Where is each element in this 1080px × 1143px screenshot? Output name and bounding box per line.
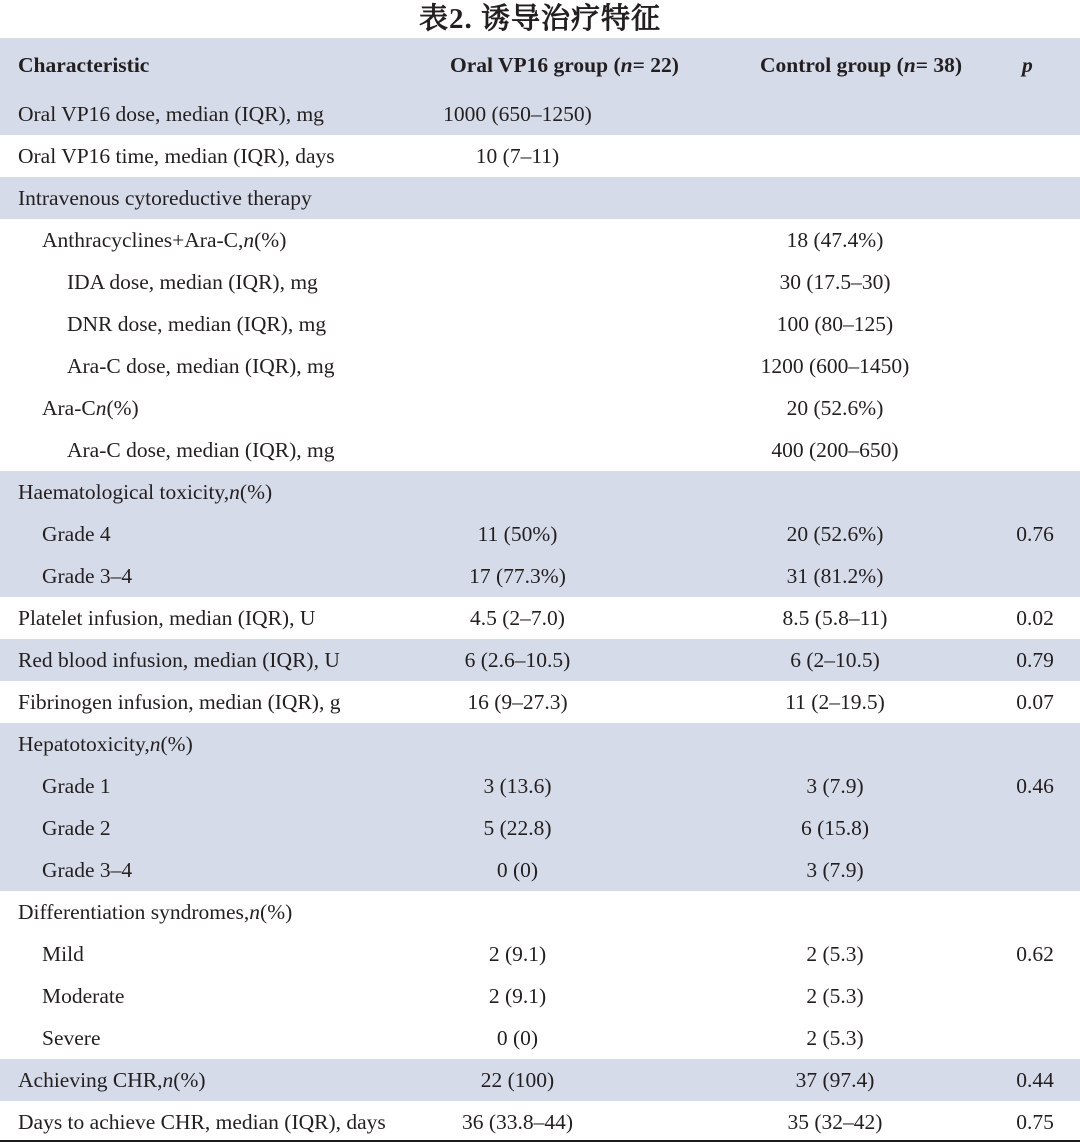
table-row — [0, 261, 1080, 303]
control-value: 20 (52.6%) — [786, 395, 884, 420]
table-row — [0, 723, 1080, 765]
oral-value — [390, 471, 645, 513]
label-text: Differentiation syndromes, — [18, 899, 250, 924]
oral-value: 2 (9.1) — [488, 941, 547, 966]
p-value — [1000, 429, 1070, 471]
p-value: 0.79 — [1016, 647, 1054, 672]
oral-value — [390, 219, 645, 261]
table-row — [0, 891, 1080, 933]
table-row — [0, 1101, 1080, 1143]
p-value: 0.46 — [1016, 773, 1054, 798]
label-tail: (%) — [239, 479, 273, 504]
row-label: Grade 4 — [42, 521, 111, 546]
table-row — [0, 303, 1080, 345]
oral-value: 5 (22.8) — [483, 815, 552, 840]
row-label: Ara-C dose, median (IQR), mg — [67, 437, 335, 462]
label-tail: (%) — [173, 1067, 206, 1092]
table-row — [0, 177, 1080, 219]
row-label: Grade 1 — [42, 773, 111, 798]
control-value: 100 (80–125) — [776, 311, 894, 336]
label-italic: n — [249, 899, 261, 924]
row-label: Grade 3–4 — [42, 563, 133, 588]
table-row — [0, 387, 1080, 429]
characteristics-table — [0, 38, 1080, 1143]
header-oral-prefix: Oral VP16 group ( — [450, 53, 621, 77]
control-value: 6 (15.8) — [800, 815, 870, 840]
label-italic: n — [229, 479, 240, 504]
control-value — [700, 723, 970, 765]
p-value — [1000, 849, 1070, 891]
p-value — [1000, 135, 1070, 177]
row-label — [18, 723, 193, 765]
table-row — [0, 597, 1080, 639]
control-value: 3 (7.9) — [806, 857, 864, 882]
row-label: Grade 2 — [42, 815, 111, 840]
label-text: Anthracyclines+Ara-C, — [42, 227, 244, 252]
row-label: Grade 3–4 — [42, 857, 133, 882]
control-value: 2 (5.3) — [806, 1025, 864, 1050]
oral-value: 17 (77.3%) — [469, 563, 566, 588]
p-value — [1000, 345, 1070, 387]
oral-value — [390, 387, 645, 429]
table-row — [0, 471, 1080, 513]
label-italic: n — [95, 395, 107, 420]
oral-value: 11 (50%) — [477, 521, 558, 546]
control-value: 37 (97.4) — [795, 1067, 875, 1092]
p-value: 0.44 — [1016, 1067, 1054, 1092]
table-row — [0, 345, 1080, 387]
control-value: 1200 (600–1450) — [760, 353, 910, 378]
header-control-group — [760, 38, 962, 93]
control-value: 30 (17.5–30) — [779, 269, 891, 294]
header-characteristic: Characteristic — [18, 53, 150, 77]
label-tail: (%) — [106, 395, 139, 420]
table-row — [0, 1059, 1080, 1101]
control-value: 18 (47.4%) — [786, 227, 884, 252]
header-oral-suffix: = 22) — [632, 53, 679, 77]
label-italic: n — [243, 227, 255, 252]
table-row — [0, 93, 1080, 135]
p-value — [1000, 1017, 1070, 1059]
row-label: Moderate — [42, 983, 125, 1008]
header-control-prefix: Control group ( — [760, 53, 904, 77]
row-label: Ara-C dose, median (IQR), mg — [67, 353, 335, 378]
table-row — [0, 135, 1080, 177]
label-italic: n — [162, 1067, 174, 1092]
control-value: 2 (5.3) — [806, 983, 864, 1008]
label-text: Achieving CHR, — [18, 1067, 163, 1092]
control-value: 400 (200–650) — [771, 437, 899, 462]
table-row — [0, 765, 1080, 807]
oral-value: 1000 (650–1250) — [443, 101, 592, 126]
table-title: 表2. 诱导治疗特征 — [418, 3, 661, 35]
row-label: Severe — [42, 1025, 101, 1050]
label-tail: (%) — [260, 899, 293, 924]
p-value — [1000, 471, 1070, 513]
row-label — [42, 219, 286, 261]
p-value: 0.76 — [1016, 521, 1054, 546]
header-control-suffix: = 38) — [915, 53, 963, 77]
table-row — [0, 975, 1080, 1017]
control-value — [700, 471, 970, 513]
control-value: 35 (32–42) — [787, 1109, 883, 1134]
oral-value — [390, 303, 645, 345]
oral-value: 16 (9–27.3) — [467, 689, 568, 714]
oral-value: 3 (13.6) — [483, 773, 552, 798]
table-row — [0, 849, 1080, 891]
row-label: Days to achieve CHR, median (IQR), days — [18, 1109, 386, 1134]
table-row — [0, 1017, 1080, 1059]
row-label: Fibrinogen infusion, median (IQR), g — [18, 689, 341, 714]
label-tail: (%) — [160, 731, 193, 756]
label-text: Ara-C — [42, 395, 96, 420]
p-value — [1000, 807, 1070, 849]
p-value — [1000, 93, 1070, 135]
table-row — [0, 807, 1080, 849]
row-label: IDA dose, median (IQR), mg — [67, 269, 318, 294]
p-value — [1000, 891, 1070, 933]
label-text: Haematological toxicity, — [18, 479, 230, 504]
oral-value: 0 (0) — [496, 1025, 539, 1050]
p-value — [1000, 975, 1070, 1017]
control-value: 8.5 (5.8–11) — [782, 605, 888, 630]
oral-value: 2 (9.1) — [488, 983, 547, 1008]
label-italic: n — [149, 731, 161, 756]
header-control-n: n — [903, 53, 916, 77]
control-value: 3 (7.9) — [806, 773, 864, 798]
row-label: Red blood infusion, median (IQR), U — [18, 647, 340, 672]
label-tail: (%) — [254, 227, 287, 252]
table-row — [0, 933, 1080, 975]
p-value: 0.02 — [1016, 605, 1054, 630]
p-value — [1000, 723, 1070, 765]
p-value — [1000, 261, 1070, 303]
oral-value — [390, 429, 645, 471]
control-value: 2 (5.3) — [806, 941, 864, 966]
header-p-value: p — [1022, 53, 1033, 77]
p-value: 0.62 — [1016, 941, 1054, 966]
oral-value — [390, 891, 645, 933]
oral-value: 36 (33.8–44) — [461, 1109, 574, 1134]
row-label: Mild — [42, 941, 84, 966]
row-label — [42, 387, 139, 429]
header-oral-group — [450, 38, 679, 93]
oral-value — [390, 177, 645, 219]
oral-value: 6 (2.6–10.5) — [464, 647, 571, 672]
row-label: Intravenous cytoreductive therapy — [18, 185, 312, 210]
table-row — [0, 555, 1080, 597]
control-value — [700, 93, 970, 135]
p-value — [1000, 555, 1070, 597]
control-value — [700, 891, 970, 933]
table-row — [0, 639, 1080, 681]
oral-value: 4.5 (2–7.0) — [470, 605, 565, 630]
row-label: Platelet infusion, median (IQR), U — [18, 605, 316, 630]
control-value — [700, 135, 970, 177]
control-value — [700, 177, 970, 219]
table-header-row — [0, 38, 1080, 93]
control-value: 31 (81.2%) — [786, 563, 884, 588]
row-label — [18, 891, 292, 933]
p-value: 0.75 — [1016, 1109, 1054, 1134]
row-label — [18, 471, 272, 513]
row-label: Oral VP16 dose, median (IQR), mg — [18, 101, 324, 126]
control-value: 6 (2–10.5) — [790, 647, 880, 672]
row-label — [18, 1059, 206, 1101]
table-row — [0, 513, 1080, 555]
oral-value — [390, 345, 645, 387]
table-row — [0, 429, 1080, 471]
oral-value: 10 (7–11) — [475, 143, 560, 168]
header-oral-n: n — [620, 53, 633, 77]
oral-value — [390, 261, 645, 303]
row-label: Oral VP16 time, median (IQR), days — [18, 143, 335, 168]
control-value: 11 (2–19.5) — [785, 689, 885, 714]
p-value — [1000, 219, 1070, 261]
p-value: 0.07 — [1016, 689, 1054, 714]
table-row — [0, 681, 1080, 723]
oral-value — [390, 723, 645, 765]
p-value — [1000, 303, 1070, 345]
control-value: 20 (52.6%) — [786, 521, 884, 546]
row-label: DNR dose, median (IQR), mg — [67, 311, 327, 336]
table-row — [0, 219, 1080, 261]
p-value — [1000, 387, 1070, 429]
label-text: Hepatotoxicity, — [18, 731, 150, 756]
oral-value: 22 (100) — [480, 1067, 555, 1092]
p-value — [1000, 177, 1070, 219]
oral-value: 0 (0) — [496, 857, 539, 882]
